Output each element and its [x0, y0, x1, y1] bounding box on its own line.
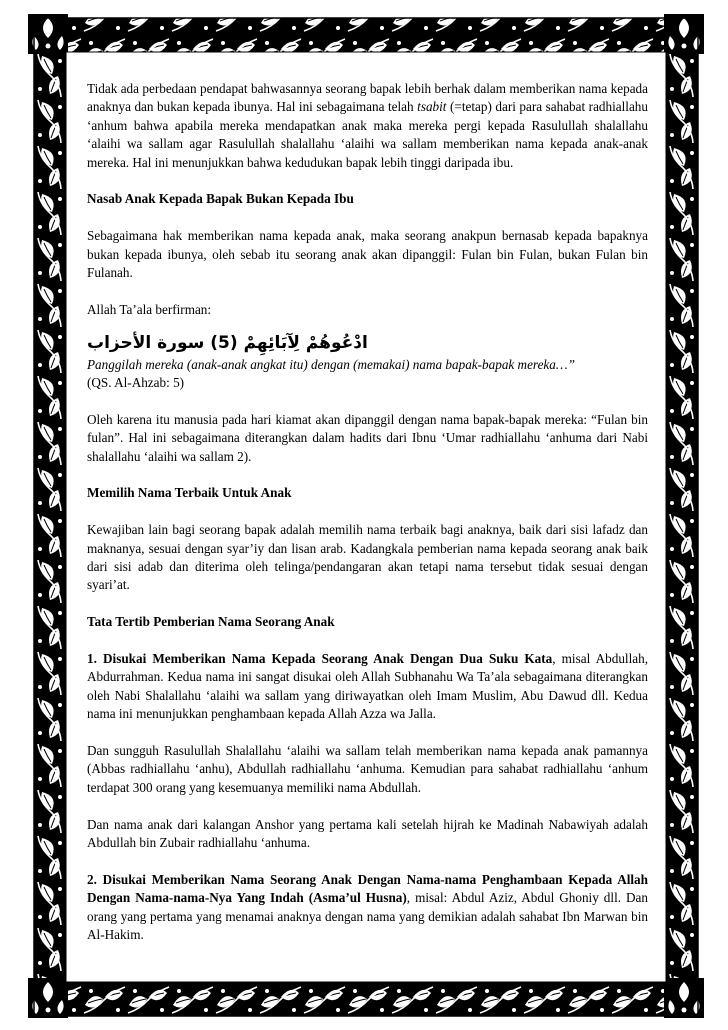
intro-text-b: (=tetap) dari para sahabat radhiallahu ‘anhum bahwa apabila mereka mendapatkan anak maka mereka pergi kepada Rasulullah shalallahu ‘alaihi wa sallam agar Rasulullah shalallahu ‘alaihi wa sallam memberikan nama kepada anak-anak mereka. Hal ini menunjukkan bahwa kedudukan bapak lebih tinggi daripada ibu.	[87, 99, 648, 170]
nasab-paragraph: Sebagaimana hak memberikan nama kepada anak, maka seorang anakpun bernasab kepada bapaknya bukan kepada ibunya, oleh sebab itu seorang anak akan dipanggil: Fulan bin Fulan, bukan Fulan bin Fulanah.	[87, 228, 648, 281]
document-body	[87, 80, 648, 963]
verse-block	[87, 356, 648, 393]
verse-reference: (QS. Al-Ahzab: 5)	[87, 375, 185, 391]
rule-1-title: 1. Disukai Memberikan Nama Kepada Seorang Anak Dengan Dua Suku Kata	[87, 651, 553, 667]
arabic-verse: ادْعُوهُمْ لِآبَائِهِمْ (5) سورة الأحزاب	[87, 332, 368, 353]
rasulullah-paragraph: Dan sungguh Rasulullah Shalallahu ‘alaihi wa sallam telah memberikan nama kepada anak pamannya (Abbas radhiallahu ‘anhu), Abdullah radhiallahu ‘anhuma. Kemudian para sahabat radhiallahu ‘anhum terdapat 300 orang yang kesemuanya memiliki nama Abdullah.	[87, 743, 648, 795]
intro-italic-term: tsabit	[417, 99, 447, 115]
section-heading-tata-tertib: Tata Tertib Pemberian Nama Seorang Anak	[87, 614, 335, 630]
kewajiban-paragraph: Kewajiban lain bagi seorang bapak adalah memilih nama terbaik bagi anaknya, baik dari sisi lafadz dan maknanya, sesuai dengan syar’iy dan lisan arab. Kadangkala pemberian nama kepada seorang anak baik dari sisi adab dan diterima oleh telinga/pendangaran akan tetapi nama tersebut tidak sesuai dengan syari’at.	[87, 522, 648, 593]
rule-2-title: 2. Disukai Memberikan Nama Seorang Anak Dengan Nama-nama Penghambaan Kepada Allah Dengan Nama-nama-Nya Yang Indah (Asma’ul Husna)	[87, 871, 648, 906]
anshor-paragraph: Dan nama anak dari kalangan Anshor yang pertama kali setelah hijrah ke Madinah Nabawiyah adalah Abdullah bin Zubair radhiallahu ‘anhuma.	[87, 816, 648, 851]
kiamat-paragraph: Oleh karena itu manusia pada hari kiamat akan dipanggil dengan nama bapak-bapak mereka: “Fulan bin fulan”. Hal ini sebagaimana diterangkan dalam hadits dari Ibnu ‘Umar radhiallahu ‘anhuma dari Nabi shalallahu ‘alaihi wa sallam 2).	[87, 411, 648, 464]
firman-intro: Allah Ta’ala berfirman:	[87, 301, 212, 317]
rule-2-paragraph	[87, 871, 648, 945]
section-heading-memilih: Memilih Nama Terbaik Untuk Anak	[87, 485, 292, 501]
rule-2-text: , misal: Abdul Aziz, Abdul Ghoniy dll. Dan orang yang pertama yang menamai anaknya dengan nama yang demikian adalah sahabat Ibn Marwan bin Al-Hakim.	[87, 890, 648, 943]
intro-paragraph	[87, 80, 648, 172]
verse-translation: Panggilah mereka (anak-anak angkat itu) dengan (memakai) nama bapak-bapak mereka…”	[87, 356, 575, 372]
rule-1-text: , misal Abdullah, Abdurrahman. Kedua nama ini sangat disukai oleh Allah Subhanahu Wa Ta’ala sebagaimana diterangkan oleh Nabi Shalallahu ‘alaihi wa sallam yang diriwayatkan oleh Imam Muslim, Abu Dawud dll. Kedua nama ini menunjukkan penghambaan kepada Allah Azza wa Jalla.	[87, 651, 648, 722]
intro-text-a: Tidak ada perbedaan pendapat bahwasannya seorang bapak lebih berhak dalam memberikan nama kepada anaknya dan bukan kepada ibunya. Hal ini sebagaimana telah	[87, 81, 648, 115]
rule-1-paragraph	[87, 650, 648, 724]
section-heading-nasab: Nasab Anak Kepada Bapak Bukan Kepada Ibu	[87, 191, 354, 207]
